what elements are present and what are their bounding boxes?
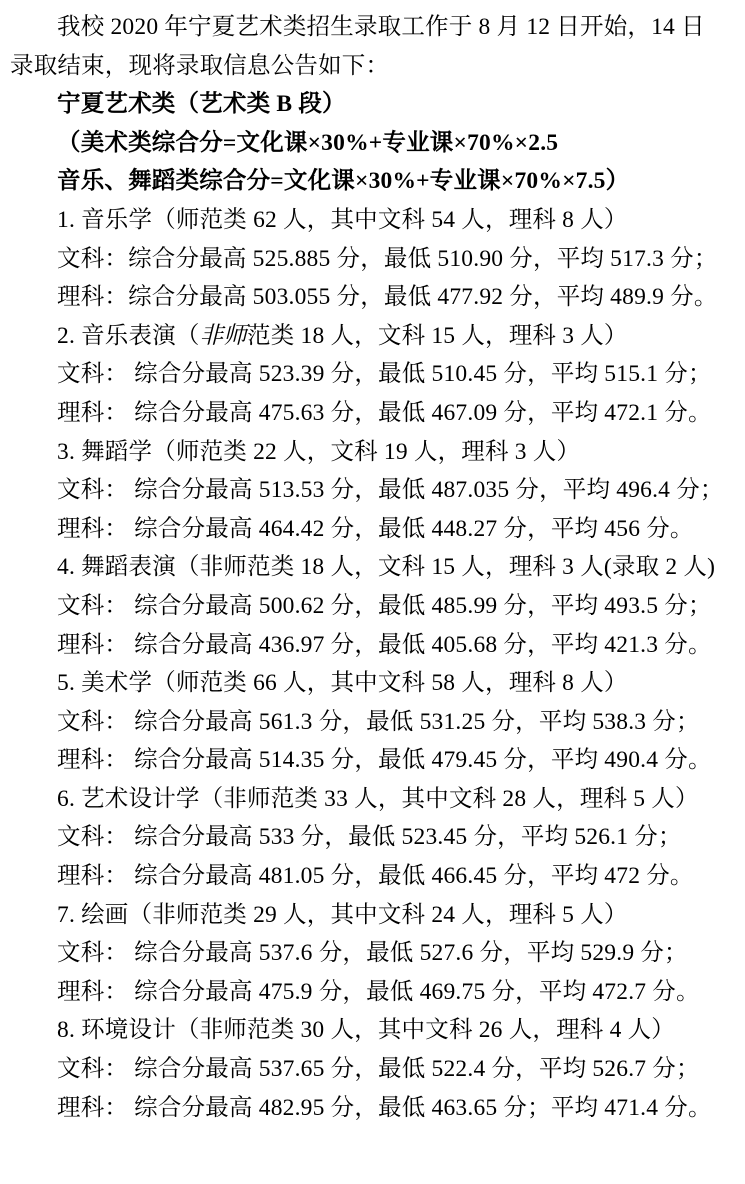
entry-science: 理科： 综合分最高 475.63 分，最低 467.09 分，平均 472.1 分。 [57,399,712,426]
entry-liberal: 文科： 综合分最高 533 分，最低 523.45 分，平均 526.1 分； [57,824,682,851]
entry-title: 6. 艺术设计学（非师范类 33 人，其中文科 28 人，理科 5 人） [57,785,699,812]
entry-science: 理科： 综合分最高 436.97 分，最低 405.68 分，平均 421.3 分。 [57,631,712,658]
entry-liberal: 文科： 综合分最高 561.3 分，最低 531.25 分，平均 538.3 分； [57,708,700,735]
entry-liberal: 文科： 综合分最高 513.53 分，最低 487.035 分，平均 496.4 分； [57,477,724,504]
entry-science: 理科： 综合分最高 464.42 分，最低 448.27 分，平均 456 分。 [57,515,694,542]
entry-title [10,317,735,356]
entry-science: 理科： 综合分最高 514.35 分，最低 479.45 分，平均 490.4 分。 [57,747,712,774]
formula-art: （美术类综合分=文化课×30%+专业课×70%×2.5 [57,129,559,156]
entry-title-suffix: 范类 18 人，文科 15 人，理科 3 人） [247,322,628,349]
entry-liberal: 文科： 综合分最高 500.62 分，最低 485.99 分，平均 493.5 分； [57,592,712,619]
entry-title-italic: 非师 [199,322,248,349]
entry-liberal: 文科： 综合分最高 537.6 分，最低 527.6 分，平均 529.9 分； [57,940,688,967]
intro-line-1: 我校 2020 年宁夏艺术类招生录取工作于 8 月 12 日开始，14 日 [57,14,705,40]
entry-title: 3. 舞蹈学（师范类 22 人，文科 19 人，理科 3 人） [57,438,581,465]
entry-science: 理科： 综合分最高 482.95 分，最低 463.65 分；平均 471.4 分。 [57,1094,712,1121]
section-title: 宁夏艺术类（艺术类 B 段） [57,91,346,118]
formula-music: 音乐、舞蹈类综合分=文化课×30%+专业课×70%×7.5） [57,168,630,195]
entry-title: 1. 音乐学（师范类 62 人，其中文科 54 人，理科 8 人） [57,206,628,233]
entry-title: 5. 美术学（师范类 66 人，其中文科 58 人，理科 8 人） [57,670,628,697]
entry-science: 理科： 综合分最高 475.9 分，最低 469.75 分，平均 472.7 分。 [57,978,700,1005]
entry-science: 理科： 综合分最高 481.05 分，最低 466.45 分，平均 472 分。 [57,863,694,890]
entry-title-prefix: 2. 音乐表演 [57,322,176,349]
entry-liberal: 文科： 综合分最高 537.65 分，最低 522.4 分，平均 526.7 分； [57,1056,700,1083]
entry-title: 7. 绘画（非师范类 29 人，其中文科 24 人，理科 5 人） [57,901,628,928]
entry-liberal: 文科： 综合分最高 523.39 分，最低 510.45 分，平均 515.1 分； [57,361,712,388]
entry-title-open: （ [175,322,200,349]
entry-liberal: 文科：综合分最高 525.885 分，最低 510.90 分，平均 517.3 分； [57,245,718,272]
intro-line-2: 录取结束，现将录取信息公告如下： [10,52,390,79]
entry-title: 8. 环境设计（非师范类 30 人，其中文科 26 人，理科 4 人） [57,1017,675,1044]
entry-science: 理科：综合分最高 503.055 分，最低 477.92 分，平均 489.9 分。 [57,284,718,311]
entry-title: 4. 舞蹈表演（非师范类 18 人，文科 15 人，理科 3 人(录取 2 人) [57,554,716,581]
